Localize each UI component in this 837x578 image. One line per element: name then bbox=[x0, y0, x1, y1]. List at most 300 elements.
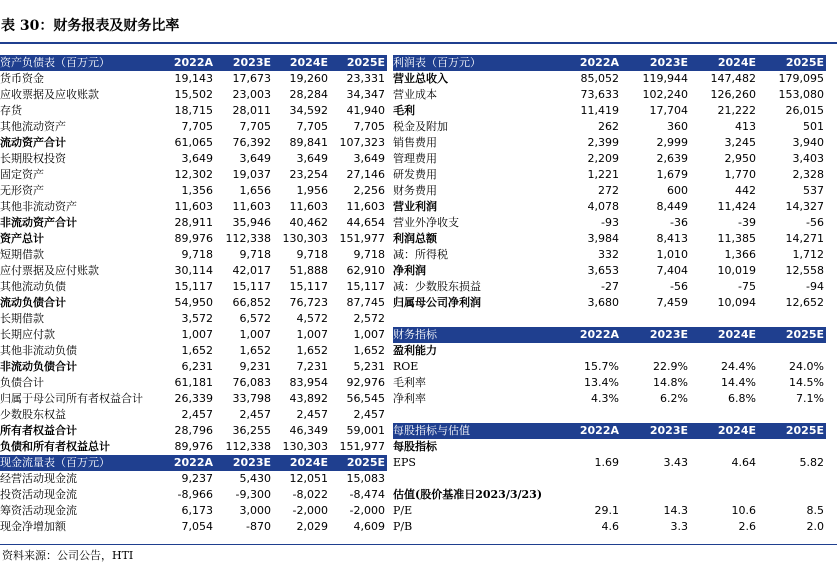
year-header: 2025E bbox=[758, 55, 826, 71]
cell-value: 66,852 bbox=[232, 296, 271, 309]
cell-value: 8,413 bbox=[656, 232, 688, 245]
row-label: 减：少数股东损益 bbox=[393, 280, 481, 293]
row-label: 营业外净收支 bbox=[393, 216, 459, 229]
cell-value: 2.6 bbox=[738, 520, 756, 533]
cell-value: 34,347 bbox=[346, 88, 385, 101]
table-row bbox=[0, 167, 387, 183]
cell-value: -56 bbox=[806, 216, 824, 229]
row-label: P/B bbox=[393, 520, 413, 533]
cell-value: 2,457 bbox=[353, 408, 385, 421]
cell-value: 15,117 bbox=[289, 280, 328, 293]
cell-value: 7,404 bbox=[656, 264, 688, 277]
cell-value: 26,339 bbox=[174, 392, 213, 405]
table-row bbox=[0, 519, 387, 535]
table-row bbox=[393, 503, 826, 519]
year-header: 2022A bbox=[157, 455, 215, 471]
row-label: 经营活动现金流 bbox=[0, 472, 77, 485]
table-row bbox=[0, 343, 387, 359]
cell-value: 33,798 bbox=[232, 392, 271, 405]
cell-value: 14,271 bbox=[785, 232, 824, 245]
cell-value: 151,977 bbox=[339, 232, 385, 245]
table-row bbox=[0, 487, 387, 503]
empty-cell bbox=[758, 487, 826, 503]
cell-value: 89,841 bbox=[289, 136, 328, 149]
cell-value: 1,652 bbox=[181, 344, 213, 357]
cell-value: 73,633 bbox=[580, 88, 619, 101]
table-row bbox=[0, 231, 387, 247]
cell-value: 19,037 bbox=[232, 168, 271, 181]
cell-value: 6.8% bbox=[728, 392, 756, 405]
empty-cell bbox=[621, 471, 690, 487]
cell-value: 8.5 bbox=[806, 504, 824, 517]
cell-value: 6,173 bbox=[181, 504, 213, 517]
cell-value: 3,649 bbox=[296, 152, 328, 165]
cell-value: 17,704 bbox=[649, 104, 688, 117]
row-label: 研发费用 bbox=[393, 168, 437, 181]
cell-value: 30,114 bbox=[174, 264, 213, 277]
cell-value: 3,940 bbox=[792, 136, 824, 149]
cell-value: 1,007 bbox=[353, 328, 385, 341]
cell-value: 13.4% bbox=[584, 376, 619, 389]
page-title: 表 30：财务报表及财务比率 bbox=[0, 8, 837, 44]
cell-value: 3,403 bbox=[792, 152, 824, 165]
cell-value: 5,231 bbox=[353, 360, 385, 373]
empty-cell bbox=[758, 439, 826, 455]
cell-value: 29.1 bbox=[594, 504, 619, 517]
year-header: 2025E bbox=[330, 55, 387, 71]
row-label: 其他流动资产 bbox=[0, 120, 66, 133]
row-label: 其他流动负债 bbox=[0, 280, 66, 293]
row-label: 所有者权益合计 bbox=[0, 424, 77, 437]
cell-value: 7,705 bbox=[353, 120, 385, 133]
cell-value: 6,231 bbox=[181, 360, 213, 373]
cell-value: 2,399 bbox=[587, 136, 619, 149]
cell-value: 2,256 bbox=[353, 184, 385, 197]
cell-value: 24.4% bbox=[721, 360, 756, 373]
year-header: 2024E bbox=[690, 55, 758, 71]
table-row bbox=[0, 183, 387, 199]
cell-value: 14.4% bbox=[721, 376, 756, 389]
cell-value: 46,349 bbox=[289, 424, 328, 437]
cell-value: -75 bbox=[738, 280, 756, 293]
table-row bbox=[0, 103, 387, 119]
table-row bbox=[393, 455, 826, 471]
cell-value: 537 bbox=[803, 184, 824, 197]
cell-value: 23,003 bbox=[232, 88, 271, 101]
per-share-section bbox=[393, 439, 826, 455]
cell-value: 56,545 bbox=[346, 392, 385, 405]
cell-value: 2,950 bbox=[724, 152, 756, 165]
table-row bbox=[393, 183, 826, 199]
cell-value: 43,892 bbox=[289, 392, 328, 405]
row-label: 非流动负债合计 bbox=[0, 360, 77, 373]
source-note: 资料来源：公司公告，HTI bbox=[0, 544, 837, 568]
cell-value: 4.3% bbox=[591, 392, 619, 405]
table-row bbox=[393, 71, 826, 87]
year-header: 2023E bbox=[215, 455, 273, 471]
cell-value: 272 bbox=[598, 184, 619, 197]
cell-value: 40,462 bbox=[289, 216, 328, 229]
cell-value: 2,457 bbox=[181, 408, 213, 421]
cell-value: 12,302 bbox=[174, 168, 213, 181]
row-label: 其他非流动负债 bbox=[0, 344, 77, 357]
row-label: EPS bbox=[393, 456, 416, 469]
table-row bbox=[0, 471, 387, 487]
cell-value: 59,001 bbox=[346, 424, 385, 437]
cell-value: 3,572 bbox=[181, 312, 213, 325]
row-label: 财务费用 bbox=[393, 184, 437, 197]
cell-value: 9,237 bbox=[181, 472, 213, 485]
cell-value: 332 bbox=[598, 248, 619, 261]
profitability-section bbox=[393, 343, 826, 359]
row-label: 非流动资产合计 bbox=[0, 216, 77, 229]
cell-value: 2,639 bbox=[656, 152, 688, 165]
row-label: 资产总计 bbox=[0, 232, 44, 245]
table-row bbox=[393, 151, 826, 167]
row-label: 利润总额 bbox=[393, 232, 437, 245]
table-row bbox=[393, 87, 826, 103]
row-label: 毛利率 bbox=[393, 376, 426, 389]
row-label: 长期应付款 bbox=[0, 328, 55, 341]
table-row bbox=[393, 135, 826, 151]
cell-value: 28,796 bbox=[174, 424, 213, 437]
cell-value: 35,946 bbox=[232, 216, 271, 229]
cell-value: 62,910 bbox=[346, 264, 385, 277]
cell-value: 87,745 bbox=[346, 296, 385, 309]
row-label: 长期借款 bbox=[0, 312, 44, 325]
cell-value: 23,331 bbox=[346, 72, 385, 85]
cell-value: 22.9% bbox=[653, 360, 688, 373]
cell-value: -2,000 bbox=[292, 504, 328, 517]
cell-value: 7,231 bbox=[296, 360, 328, 373]
row-label: 现金净增加额 bbox=[0, 520, 66, 533]
year-header: 2025E bbox=[758, 327, 826, 343]
cell-value: 130,303 bbox=[282, 232, 328, 245]
cell-value: 28,284 bbox=[289, 88, 328, 101]
income-statement-header-label: 利润表（百万元） bbox=[393, 55, 523, 71]
cell-value: 3,000 bbox=[239, 504, 271, 517]
table-row bbox=[393, 215, 826, 231]
cell-value: 3.43 bbox=[663, 456, 688, 469]
row-label: 税金及附加 bbox=[393, 120, 448, 133]
table-row bbox=[393, 519, 826, 535]
cell-value: 18,715 bbox=[174, 104, 213, 117]
empty-cell bbox=[523, 471, 621, 487]
row-label: 投资活动现金流 bbox=[0, 488, 77, 501]
cell-value: 28,911 bbox=[174, 216, 213, 229]
empty-cell bbox=[621, 439, 690, 455]
year-header: 2023E bbox=[621, 55, 690, 71]
row-label: 负债和所有者权益总计 bbox=[0, 440, 110, 453]
cell-value: 147,482 bbox=[710, 72, 756, 85]
cell-value: 1,366 bbox=[724, 248, 756, 261]
cell-value: 130,303 bbox=[282, 440, 328, 453]
row-label: 存货 bbox=[0, 104, 22, 117]
table-row bbox=[0, 247, 387, 263]
cell-value: 4,609 bbox=[353, 520, 385, 533]
cell-value: 24.0% bbox=[789, 360, 824, 373]
cell-value: 42,017 bbox=[232, 264, 271, 277]
row-label: 其他非流动资产 bbox=[0, 200, 77, 213]
row-label: 归属母公司净利润 bbox=[393, 296, 481, 309]
cell-value: -8,474 bbox=[349, 488, 385, 501]
empty-cell bbox=[393, 471, 523, 487]
year-header: 2022A bbox=[523, 327, 621, 343]
empty-cell bbox=[523, 343, 621, 359]
cell-value: 2,457 bbox=[296, 408, 328, 421]
cell-value: 1,007 bbox=[296, 328, 328, 341]
cell-value: -36 bbox=[670, 216, 688, 229]
cell-value: 179,095 bbox=[778, 72, 824, 85]
year-header: 2023E bbox=[621, 327, 690, 343]
cell-value: 5.82 bbox=[799, 456, 824, 469]
row-label: 负债合计 bbox=[0, 376, 44, 389]
valuation-section-label: 估值(股价基准日2023/3/23) bbox=[393, 488, 543, 501]
cell-value: 2,328 bbox=[792, 168, 824, 181]
cell-value: 4.64 bbox=[731, 456, 756, 469]
year-header: 2025E bbox=[758, 423, 826, 439]
cell-value: 6,572 bbox=[239, 312, 271, 325]
cell-value: 6.2% bbox=[660, 392, 688, 405]
cell-value: 76,392 bbox=[232, 136, 271, 149]
cell-value: -9,300 bbox=[235, 488, 271, 501]
cell-value: 11,603 bbox=[289, 200, 328, 213]
row-label: 长期股权投资 bbox=[0, 152, 66, 165]
per-share-section-label: 每股指标 bbox=[393, 440, 437, 453]
empty-cell bbox=[690, 487, 758, 503]
table-row bbox=[0, 439, 387, 455]
empty-cell bbox=[758, 471, 826, 487]
cell-value: 44,654 bbox=[346, 216, 385, 229]
cell-value: 15,117 bbox=[174, 280, 213, 293]
cell-value: 36,255 bbox=[232, 424, 271, 437]
row-label: 无形资产 bbox=[0, 184, 44, 197]
cell-value: 1,712 bbox=[792, 248, 824, 261]
year-header: 2024E bbox=[690, 423, 758, 439]
cell-value: 3.3 bbox=[670, 520, 688, 533]
cell-value: 9,231 bbox=[239, 360, 271, 373]
year-header: 2022A bbox=[523, 55, 621, 71]
table-row bbox=[0, 503, 387, 519]
year-header: 2024E bbox=[690, 327, 758, 343]
cell-value: 14.8% bbox=[653, 376, 688, 389]
balance-sheet-header-label: 资产负债表（百万元） bbox=[0, 55, 157, 71]
cell-value: 442 bbox=[735, 184, 756, 197]
right-panel bbox=[393, 55, 826, 535]
valuation-section bbox=[393, 487, 826, 503]
cell-value: 2,572 bbox=[353, 312, 385, 325]
cell-value: 1,770 bbox=[724, 168, 756, 181]
cell-value: 89,976 bbox=[174, 232, 213, 245]
table-row bbox=[0, 71, 387, 87]
cell-value: 112,338 bbox=[225, 440, 271, 453]
cell-value: -93 bbox=[601, 216, 619, 229]
table-row bbox=[0, 375, 387, 391]
table-row bbox=[0, 311, 387, 327]
cell-value: 11,385 bbox=[717, 232, 756, 245]
cell-value: 7,054 bbox=[181, 520, 213, 533]
year-header: 2023E bbox=[215, 55, 273, 71]
financial-indicators-header-label: 财务指标 bbox=[393, 327, 523, 343]
table-row bbox=[0, 199, 387, 215]
per-share-header-label: 每股指标与估值 bbox=[393, 423, 523, 439]
cell-value: 1,652 bbox=[296, 344, 328, 357]
cell-value: 76,083 bbox=[232, 376, 271, 389]
cell-value: 1,007 bbox=[181, 328, 213, 341]
cell-value: 26,015 bbox=[785, 104, 824, 117]
table-row bbox=[0, 279, 387, 295]
row-label: 减：所得税 bbox=[393, 248, 448, 261]
cell-value: 4,572 bbox=[296, 312, 328, 325]
table-row bbox=[393, 295, 826, 311]
cell-value: 15,117 bbox=[232, 280, 271, 293]
cell-value: 1,652 bbox=[239, 344, 271, 357]
cell-value: 14.5% bbox=[789, 376, 824, 389]
cell-value: 11,419 bbox=[580, 104, 619, 117]
cell-value: 21,222 bbox=[717, 104, 756, 117]
row-label: 少数股东权益 bbox=[0, 408, 66, 421]
cell-value: 5,430 bbox=[239, 472, 271, 485]
table-row bbox=[393, 359, 826, 375]
table-row bbox=[393, 375, 826, 391]
cell-value: 262 bbox=[598, 120, 619, 133]
table-row bbox=[0, 391, 387, 407]
cell-value: 61,181 bbox=[174, 376, 213, 389]
table-row bbox=[0, 119, 387, 135]
cell-value: 360 bbox=[667, 120, 688, 133]
cell-value: 2,457 bbox=[239, 408, 271, 421]
cell-value: 153,080 bbox=[778, 88, 824, 101]
cell-value: -27 bbox=[601, 280, 619, 293]
cell-value: 9,718 bbox=[296, 248, 328, 261]
row-label: 销售费用 bbox=[393, 136, 437, 149]
row-label: P/E bbox=[393, 504, 413, 517]
cell-value: 61,065 bbox=[174, 136, 213, 149]
row-label: 管理费用 bbox=[393, 152, 437, 165]
empty-cell bbox=[690, 471, 758, 487]
cell-value: 501 bbox=[803, 120, 824, 133]
year-header: 2022A bbox=[523, 423, 621, 439]
cell-value: 8,449 bbox=[656, 200, 688, 213]
financial-indicators-header-row bbox=[393, 327, 826, 343]
cell-value: 28,011 bbox=[232, 104, 271, 117]
table-row bbox=[0, 359, 387, 375]
cell-value: 1,652 bbox=[353, 344, 385, 357]
cell-value: 10,019 bbox=[717, 264, 756, 277]
row-label: 净利率 bbox=[393, 392, 426, 405]
cash-flow-header-label: 现金流量表（百万元） bbox=[0, 455, 157, 471]
empty-cell bbox=[690, 439, 758, 455]
spacer-row bbox=[393, 471, 826, 487]
cell-value: 2,209 bbox=[587, 152, 619, 165]
cell-value: 1,356 bbox=[181, 184, 213, 197]
row-label: 净利润 bbox=[393, 264, 426, 277]
cell-value: 1,221 bbox=[587, 168, 619, 181]
cell-value: 83,954 bbox=[289, 376, 328, 389]
cell-value: 3,649 bbox=[239, 152, 271, 165]
empty-cell bbox=[621, 343, 690, 359]
cell-value: 7,705 bbox=[239, 120, 271, 133]
row-label: 流动资产合计 bbox=[0, 136, 66, 149]
cell-value: 19,143 bbox=[174, 72, 213, 85]
cell-value: 85,052 bbox=[580, 72, 619, 85]
row-label: 营业利润 bbox=[393, 200, 437, 213]
empty-cell bbox=[690, 343, 758, 359]
table-row bbox=[0, 295, 387, 311]
cell-value: -94 bbox=[806, 280, 824, 293]
left-panel bbox=[0, 55, 387, 535]
cell-value: 107,323 bbox=[339, 136, 385, 149]
cell-value: 11,603 bbox=[174, 200, 213, 213]
cell-value: 7.1% bbox=[796, 392, 824, 405]
cell-value: 14.3 bbox=[663, 504, 688, 517]
year-header: 2024E bbox=[273, 55, 330, 71]
cell-value: 7,459 bbox=[656, 296, 688, 309]
row-label: 归属于母公司所有者权益合计 bbox=[0, 392, 143, 405]
cell-value: 7,705 bbox=[181, 120, 213, 133]
cell-value: 9,718 bbox=[181, 248, 213, 261]
cell-value: 54,950 bbox=[174, 296, 213, 309]
row-label: 货币资金 bbox=[0, 72, 44, 85]
cell-value: 7,705 bbox=[296, 120, 328, 133]
cell-value: 19,260 bbox=[289, 72, 328, 85]
row-label: 营业总收入 bbox=[393, 72, 448, 85]
cell-value: 1.69 bbox=[594, 456, 619, 469]
cell-value: 12,652 bbox=[785, 296, 824, 309]
cell-value: 1,007 bbox=[239, 328, 271, 341]
row-label: 筹资活动现金流 bbox=[0, 504, 77, 517]
table-row bbox=[393, 199, 826, 215]
cell-value: 3,649 bbox=[353, 152, 385, 165]
income-statement-header-row bbox=[393, 55, 826, 71]
cell-value: 1,679 bbox=[656, 168, 688, 181]
table-row bbox=[393, 119, 826, 135]
cell-value: 3,245 bbox=[724, 136, 756, 149]
table-row bbox=[393, 247, 826, 263]
cell-value: 4,078 bbox=[587, 200, 619, 213]
cell-value: 3,680 bbox=[587, 296, 619, 309]
cell-value: 92,976 bbox=[346, 376, 385, 389]
cell-value: -8,966 bbox=[177, 488, 213, 501]
cash-flow-header-row bbox=[0, 455, 387, 471]
cell-value: 34,592 bbox=[289, 104, 328, 117]
row-label: ROE bbox=[393, 360, 419, 373]
cell-value: 11,424 bbox=[717, 200, 756, 213]
profitability-section-label: 盈利能力 bbox=[393, 344, 437, 357]
table-row bbox=[393, 167, 826, 183]
cell-value: 1,656 bbox=[239, 184, 271, 197]
per-share-header-row bbox=[393, 423, 826, 439]
row-label: 应付票据及应付账款 bbox=[0, 264, 99, 277]
cell-value: 14,327 bbox=[785, 200, 824, 213]
table-row bbox=[393, 103, 826, 119]
cell-value: 89,976 bbox=[174, 440, 213, 453]
cell-value: 102,240 bbox=[642, 88, 688, 101]
cell-value: 151,977 bbox=[339, 440, 385, 453]
cell-value: 126,260 bbox=[710, 88, 756, 101]
cell-value: 10,094 bbox=[717, 296, 756, 309]
cell-value: -39 bbox=[738, 216, 756, 229]
cell-value: -8,022 bbox=[292, 488, 328, 501]
cell-value: 9,718 bbox=[239, 248, 271, 261]
cell-value: 12,558 bbox=[785, 264, 824, 277]
table-row bbox=[393, 231, 826, 247]
cell-value: 600 bbox=[667, 184, 688, 197]
cell-value: 12,051 bbox=[289, 472, 328, 485]
row-label: 应收票据及应收账款 bbox=[0, 88, 99, 101]
cell-value: 41,940 bbox=[346, 104, 385, 117]
cell-value: 3,984 bbox=[587, 232, 619, 245]
